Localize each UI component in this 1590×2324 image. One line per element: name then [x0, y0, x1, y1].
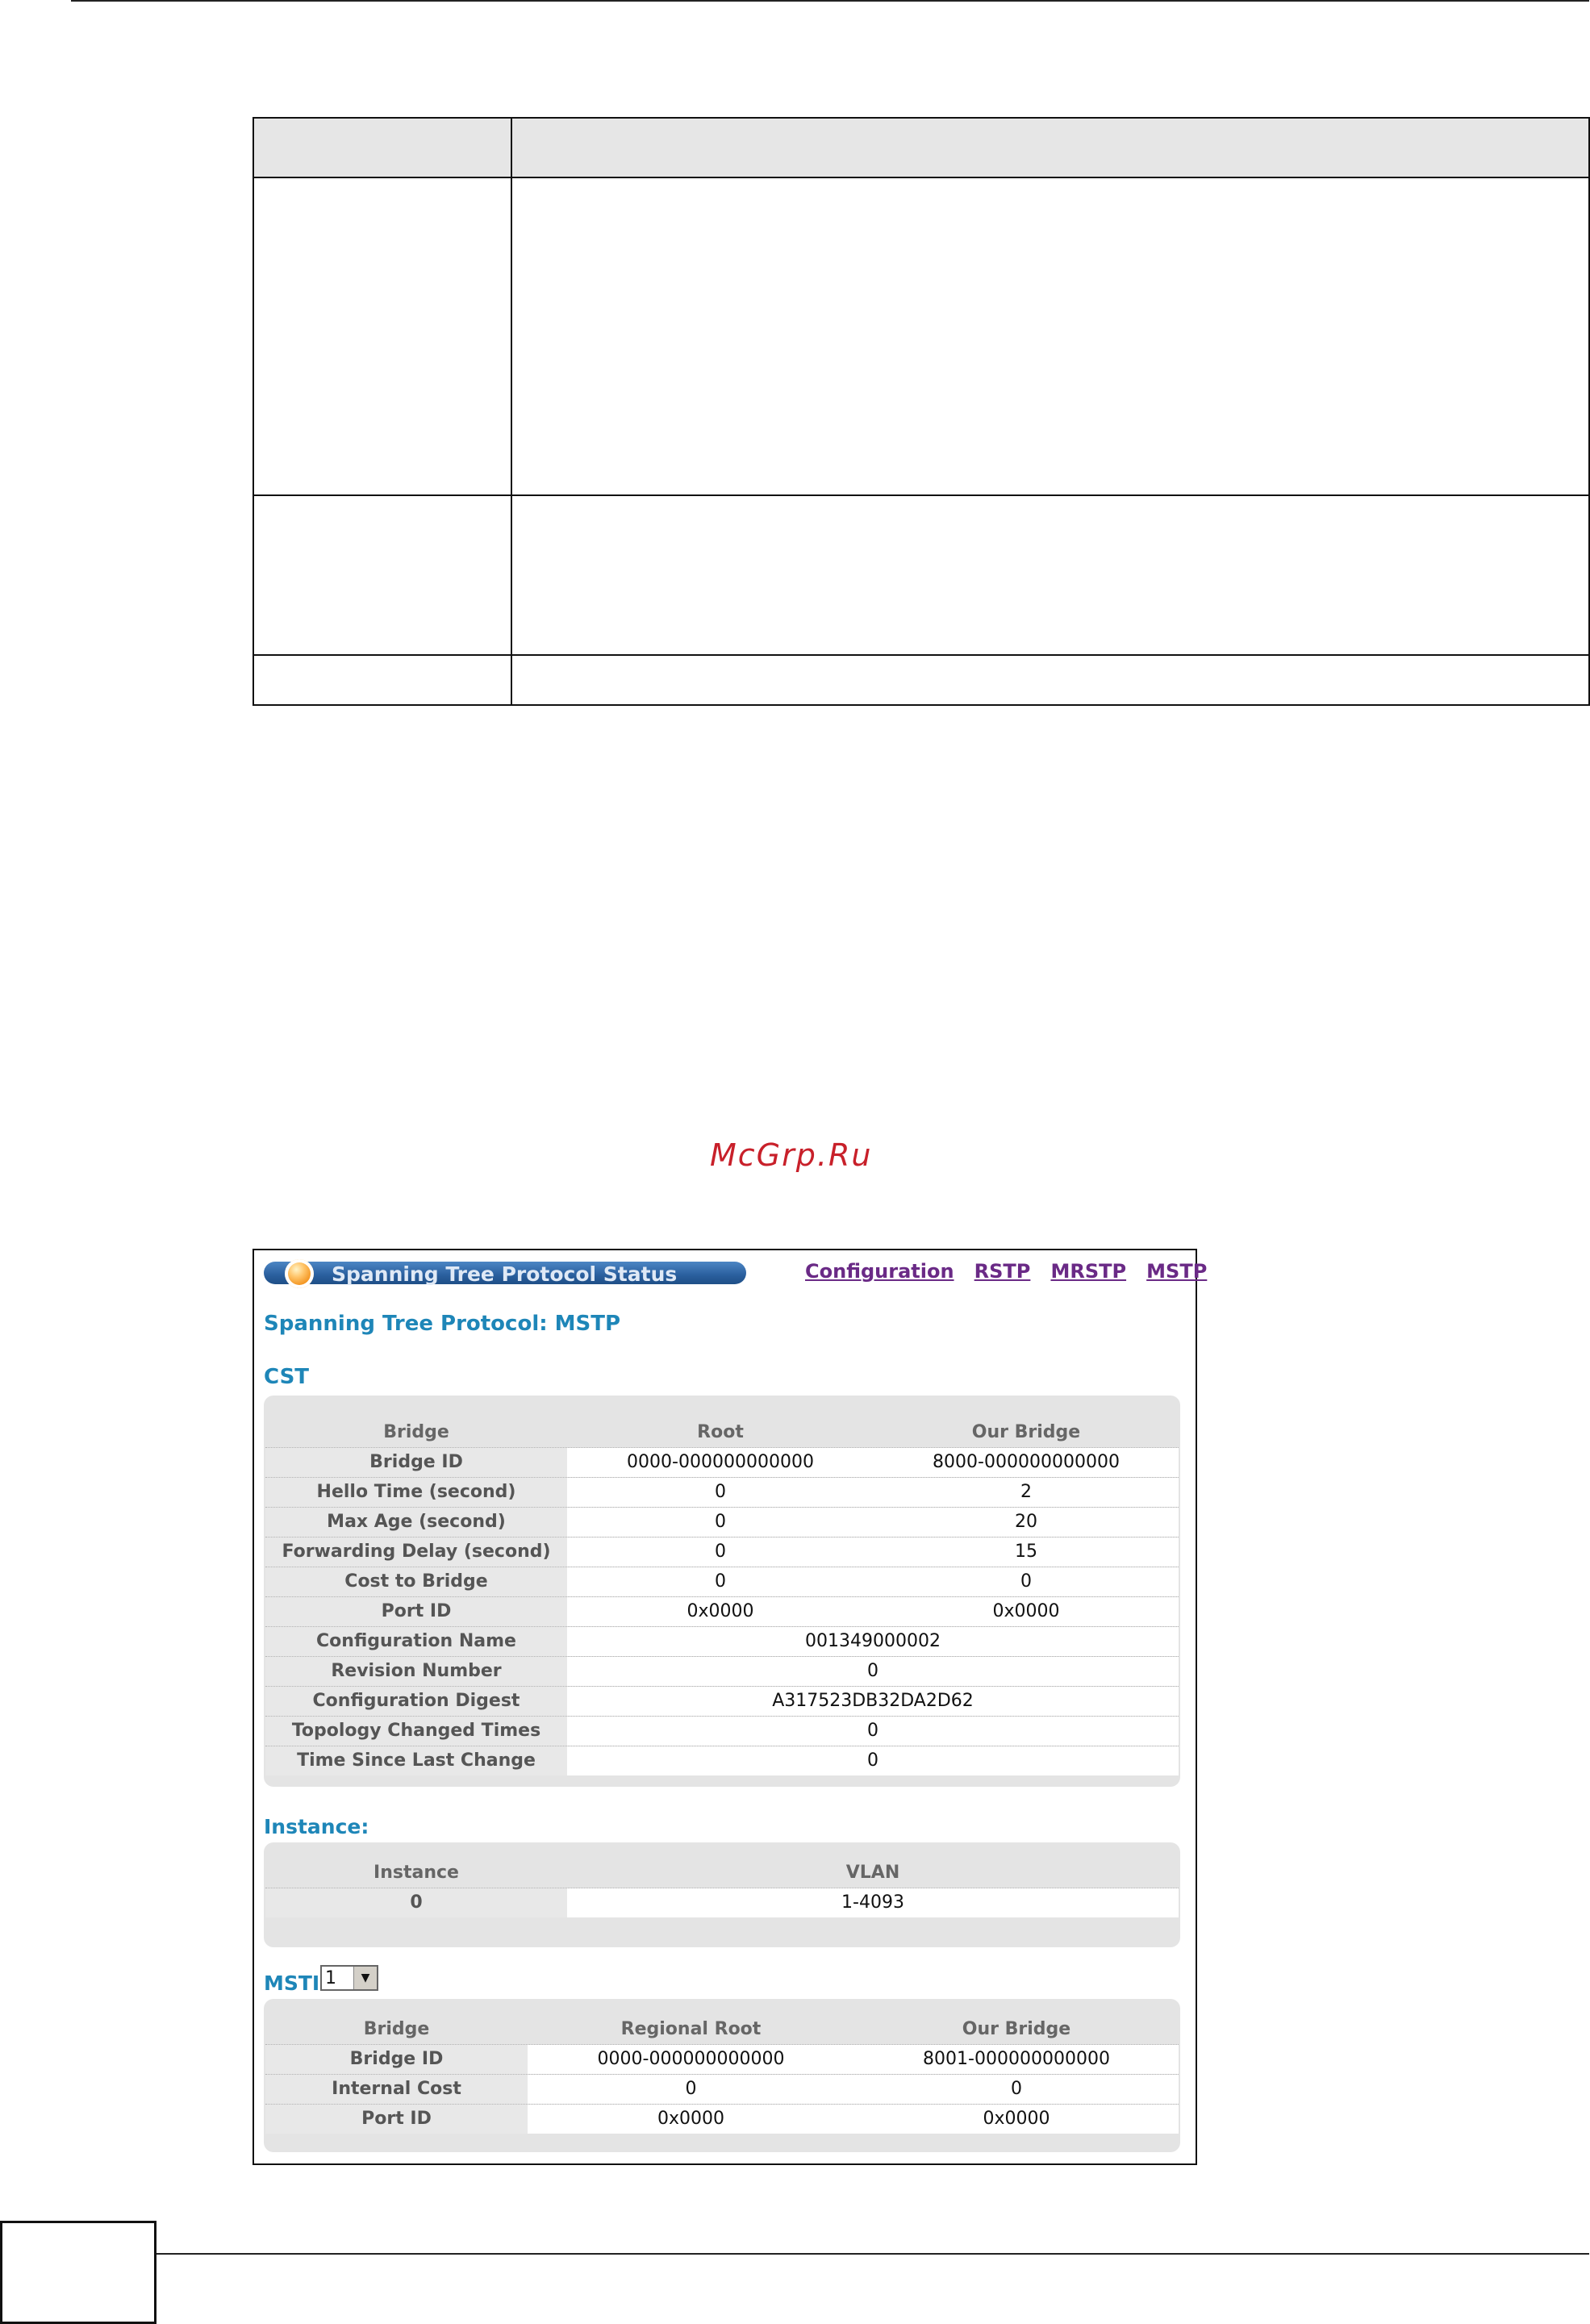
- table-row: [253, 495, 1589, 655]
- table-row: [265, 1567, 1179, 1597]
- row-label: Max Age (second): [265, 1508, 567, 1537]
- our-bridge-value: 15: [874, 1538, 1179, 1567]
- row-label: Forwarding Delay (second): [265, 1538, 567, 1567]
- configuration-link[interactable]: Configuration: [805, 1260, 954, 1283]
- table-row: [265, 1508, 1179, 1538]
- cst-header-row: [265, 1418, 1179, 1448]
- table-row: [253, 655, 1589, 705]
- our-bridge-value: 0: [854, 2075, 1179, 2104]
- row-label: Time Since Last Change: [265, 1746, 567, 1775]
- row-label: Port ID: [265, 2105, 528, 2134]
- vlan-value: 1-4093: [567, 1888, 1179, 1917]
- title-bar: [264, 1262, 746, 1284]
- msti-table: [264, 1999, 1180, 2152]
- table-row: [253, 177, 1589, 495]
- watermark: McGrp.Ru: [710, 1137, 873, 1173]
- msti-header-row: [265, 2015, 1179, 2045]
- instance-table: [264, 1842, 1180, 1947]
- table-row: [265, 1538, 1179, 1567]
- cst-heading: CST: [264, 1365, 310, 1389]
- bottom-rule: [156, 2253, 1589, 2255]
- row-label: Configuration Digest: [265, 1687, 567, 1716]
- dropdown-arrow-icon[interactable]: ▼: [353, 1967, 377, 1989]
- column-header: Regional Root: [528, 2015, 854, 2044]
- rstp-link[interactable]: RSTP: [974, 1260, 1031, 1283]
- column-header: Our Bridge: [854, 2015, 1179, 2044]
- cst-table: [264, 1396, 1180, 1787]
- row-label: Hello Time (second): [265, 1478, 567, 1507]
- our-bridge-value: 20: [874, 1508, 1179, 1537]
- row-value: A317523DB32DA2D62: [567, 1687, 1179, 1716]
- root-value: 0: [567, 1538, 874, 1567]
- root-value: 0: [567, 1508, 874, 1537]
- page-number-box: [0, 2221, 156, 2324]
- regional-root-value: 0x0000: [528, 2105, 854, 2134]
- protocol-heading: Spanning Tree Protocol: MSTP: [264, 1312, 621, 1336]
- row-label: Bridge ID: [265, 2045, 528, 2074]
- row-label: Port ID: [265, 1597, 567, 1626]
- table-row: [265, 1657, 1179, 1687]
- row-value: 0: [567, 1717, 1179, 1746]
- table-row: [265, 2075, 1179, 2105]
- our-bridge-value: 0x0000: [874, 1597, 1179, 1626]
- msti-heading: MSTI: [264, 1971, 320, 1995]
- our-bridge-value: 0: [874, 1567, 1179, 1596]
- status-orb-icon: [285, 1259, 314, 1288]
- row-value: 001349000002: [567, 1627, 1179, 1656]
- table-row: [265, 1717, 1179, 1746]
- table-row: [265, 1597, 1179, 1627]
- root-value: 0x0000: [567, 1597, 874, 1626]
- msti-select[interactable]: [320, 1965, 378, 1991]
- column-header: Bridge: [265, 1418, 567, 1447]
- column-header: Instance: [265, 1859, 567, 1888]
- mrstp-link[interactable]: MRSTP: [1050, 1260, 1127, 1283]
- column-header: Our Bridge: [874, 1418, 1179, 1447]
- table-row: [265, 2105, 1179, 2134]
- column-header: Bridge: [265, 2015, 528, 2044]
- mstp-link[interactable]: MSTP: [1146, 1260, 1208, 1283]
- document-table: [252, 117, 1590, 706]
- table-row: [265, 2045, 1179, 2075]
- page-title: Spanning Tree Protocol Status: [332, 1262, 678, 1286]
- table-row: [265, 1627, 1179, 1657]
- table-row: [265, 1478, 1179, 1508]
- row-label: Internal Cost: [265, 2075, 528, 2104]
- table-row: [265, 1448, 1179, 1478]
- table-row: [265, 1687, 1179, 1717]
- row-value: 0: [567, 1746, 1179, 1775]
- row-label: Bridge ID: [265, 1448, 567, 1477]
- nav-links: [805, 1260, 1223, 1283]
- msti-selected-value: 1: [325, 1968, 336, 1988]
- regional-root-value: 0: [528, 2075, 854, 2104]
- row-label: Configuration Name: [265, 1627, 567, 1656]
- instance-value: 0: [265, 1888, 567, 1917]
- row-label: Topology Changed Times: [265, 1717, 567, 1746]
- root-value: 0: [567, 1478, 874, 1507]
- column-header: VLAN: [567, 1859, 1179, 1888]
- instance-heading: Instance:: [264, 1815, 369, 1838]
- table-row: [265, 1746, 1179, 1775]
- stp-status-screenshot: [252, 1249, 1208, 2165]
- row-label: Revision Number: [265, 1657, 567, 1686]
- our-bridge-value: 0x0000: [854, 2105, 1179, 2134]
- root-value: 0000-000000000000: [567, 1448, 874, 1477]
- our-bridge-value: 8001-000000000000: [854, 2045, 1179, 2074]
- column-header: Root: [567, 1418, 874, 1447]
- root-value: 0: [567, 1567, 874, 1596]
- our-bridge-value: 8000-000000000000: [874, 1448, 1179, 1477]
- row-value: 0: [567, 1657, 1179, 1686]
- our-bridge-value: 2: [874, 1478, 1179, 1507]
- regional-root-value: 0000-000000000000: [528, 2045, 854, 2074]
- instance-header-row: [265, 1859, 1179, 1888]
- table-row: [265, 1888, 1179, 1917]
- row-label: Cost to Bridge: [265, 1567, 567, 1596]
- table-header-row: [253, 118, 1589, 177]
- top-rule: [71, 0, 1589, 2]
